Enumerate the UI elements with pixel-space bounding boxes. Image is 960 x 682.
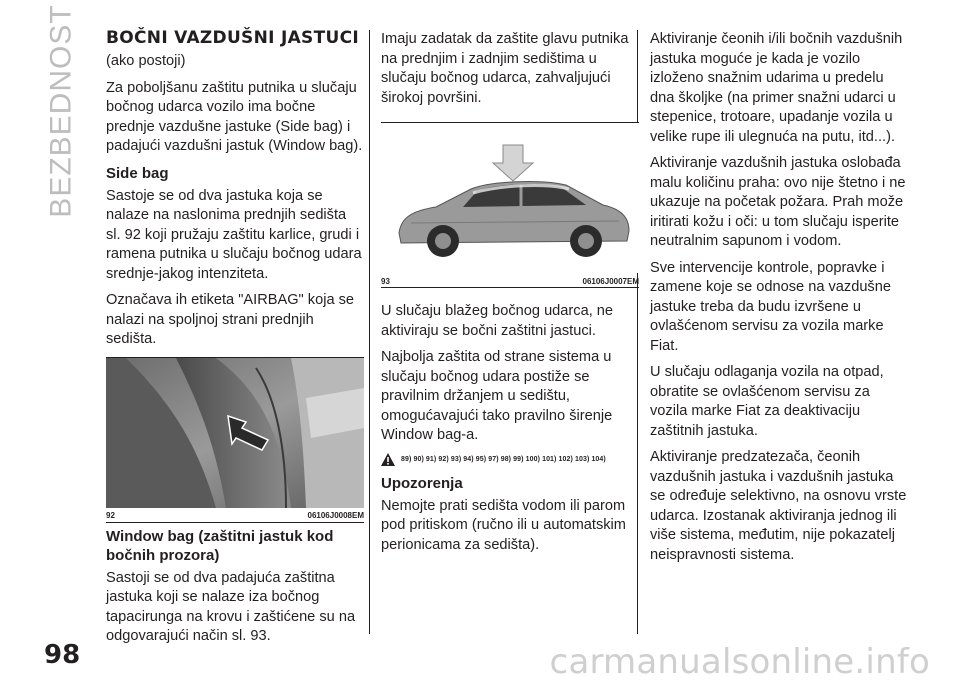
column-3 — [650, 30, 908, 572]
section-side-tab-label: BEZBEDNOST — [45, 4, 78, 218]
paragraph-service: Sve intervencije kontrole, popravke i zamene koje se odnose na vazdušne jastuke treba da budu izvršene u ovlašćenom servisu za vozila marke Fiat. — [650, 259, 891, 354]
column-divider-1 — [369, 30, 370, 634]
car-side-illustration — [381, 123, 639, 273]
page-number: 98 — [44, 640, 81, 670]
warnings-heading: Upozorenja — [381, 474, 463, 492]
figure-93 — [381, 122, 639, 288]
paragraph-activate: U slučaju blažeg bočnog udarca, ne aktiviraju se bočni zaštitni jastuci. — [381, 303, 614, 339]
figure-93-number: 93 — [381, 276, 390, 286]
paragraph-optional: (ako postoji) — [106, 53, 186, 69]
paragraph-intro: Za poboljšanu zaštitu putnika u slučaju bočnog udarca vozilo ima bočne prednje vazdušne jastuke (Side bag) i padajući vazdušni jastuk (Window bag). — [106, 79, 363, 154]
paragraph-selective-activation: Aktiviranje predzatezača, čeonih vazdušnih jastuka i vazdušnih jastuka se određuje selektivno, na osnovu vrste udarca. Izostanak aktiviranja jednog ili više sistema, međutim, nije pokazatelj neispravnosti sistema. — [650, 449, 907, 563]
seat-airbag-illustration — [106, 358, 364, 508]
paragraph-side-bag: Sastoje se od dva jastuka koja se nalaze na naslonima prednjih sedišta sl. 92 koji pružaju zaštitu karlice, grudi i ramena putnika u slučaju bočnog udara srednje-jakog intenziteta. — [106, 187, 362, 282]
section-title: BOČNI VAZDUŠNI JASTUCI — [106, 28, 360, 48]
paragraph-task: Imaju zadatak da zaštite glavu putnika na prednjim i zadnjim sedištima u slučaju bočnog udarca, zahvaljujući širokoj površini. — [381, 31, 629, 106]
paragraph-scrapping: U slučaju odlaganja vozila na otpad, obratite se ovlašćenom servisu za vozila marke Fiat za deaktivaciju zaštitnih jastuka. — [650, 364, 884, 439]
column-2 — [381, 30, 639, 562]
figure-92-number: 92 — [106, 511, 115, 520]
figure-93-code: 06106J0007EM — [582, 276, 639, 286]
figure-92-caption — [106, 508, 364, 522]
column-1 — [106, 30, 364, 654]
paragraph-warnings: Nemojte prati sedišta vodom ili parom pod pritiskom (ručno ili u automatskim perionicama za sedišta). — [381, 497, 626, 553]
watermark: carmanualsonline.info — [549, 642, 930, 682]
warning-triangle-icon — [381, 453, 395, 466]
section-side-tab — [44, 4, 80, 218]
figure-92-code: 06106J0008EM — [307, 511, 364, 520]
paragraph-activation-conditions: Aktiviranje čeonih i/ili bočnih vazdušnih jastuka moguće je kada je vozilo izloženo snažnim udarima u predelu dna školjke (na primer snažni udarci u stepenice, trotoare, upadanje vozila u velike rupe ili ulegnuća na putu, itd...). — [650, 31, 903, 145]
warning-refs: 89) 90) 91) 92) 93) 94) 95) 97) 98) 99) 100) 101) 102) 103) 104) — [401, 455, 606, 463]
warning-refs-row — [381, 453, 639, 466]
figure-93-caption — [381, 273, 639, 287]
paragraph-window-bag: Sastoji se od dva padajuća zaštitna jastuka koji se nalaze iza bočnog tapacirunga na krovu i zaštićene su na odgovarajući način sl. 93. — [106, 569, 356, 644]
side-bag-heading: Side bag — [106, 164, 169, 182]
paragraph-best-protection: Najbolja zaštita od strane sistema u slučaju bočnog udara postiže se pravilnim držanjem u sedištu, omogućavajući tako pravilno širenje Window bag-a. — [381, 349, 613, 443]
paragraph-powder: Aktiviranje vazdušnih jastuka oslobađa malu količinu praha: ovo nije štetno i ne ukazuje na početak požara. Prah može iritirati kožu i oči: u tom slučaju isperite neutralnim sapunom i vodom. — [650, 155, 906, 249]
paragraph-airbag-label: Označava ih etiketa "AIRBAG" koja se nalazi na spoljnoj strani prednjih sedišta. — [106, 292, 355, 347]
window-bag-heading: Window bag (zaštitni jastuk kod bočnih prozora) — [106, 527, 334, 564]
figure-92 — [106, 357, 364, 523]
